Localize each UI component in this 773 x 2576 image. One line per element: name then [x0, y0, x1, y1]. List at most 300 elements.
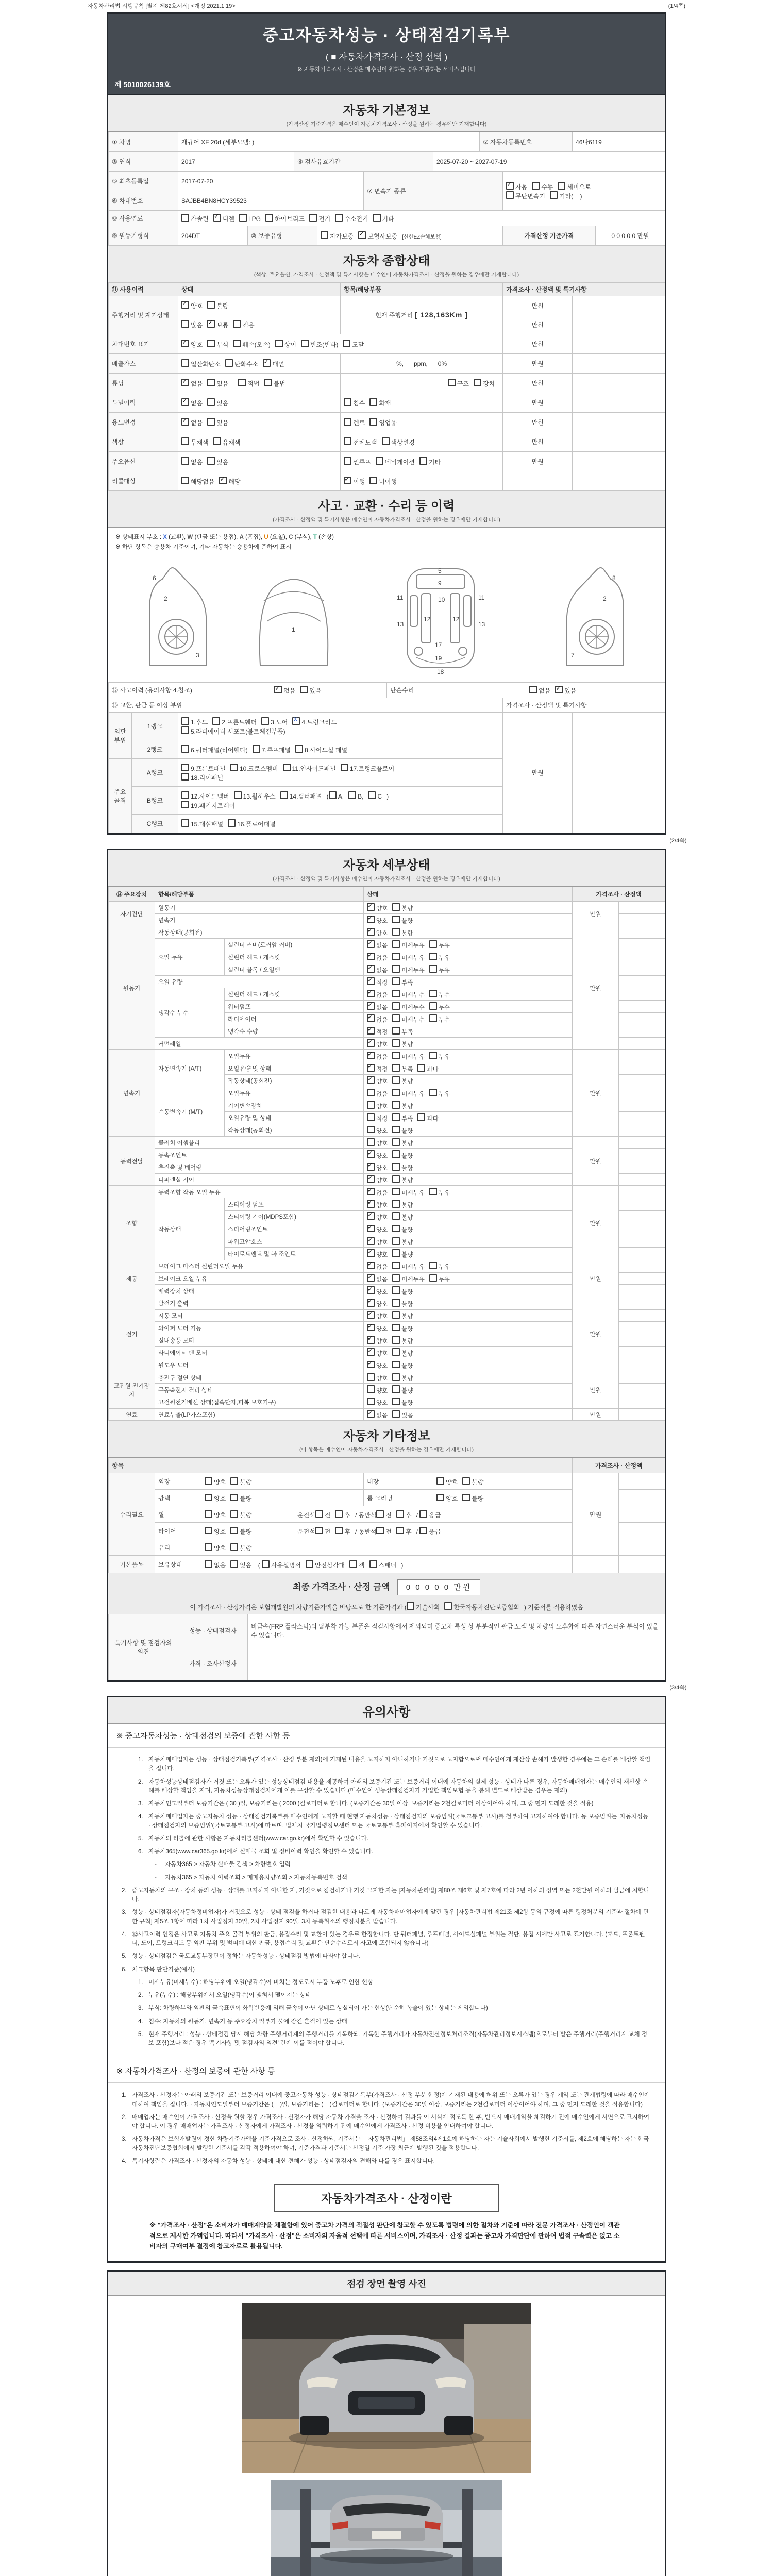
checkbox-option[interactable] [392, 1064, 413, 1073]
checkbox-option[interactable] [392, 1014, 424, 1024]
checkbox-icon[interactable] [368, 791, 376, 799]
checkbox-icon[interactable] [181, 764, 189, 771]
checkbox-option[interactable] [392, 1262, 424, 1271]
checkbox-icon[interactable] [321, 231, 328, 239]
checkbox-icon[interactable] [392, 1150, 400, 1158]
checkbox-icon[interactable] [225, 359, 233, 367]
checkbox-icon[interactable] [417, 1113, 425, 1121]
checkbox-icon[interactable] [181, 477, 189, 484]
checkbox-icon[interactable] [367, 977, 375, 985]
checkbox-option[interactable] [436, 1494, 458, 1503]
checkbox-option[interactable] [368, 791, 382, 800]
checkbox-icon[interactable] [213, 214, 221, 222]
checkbox-icon[interactable] [367, 1014, 375, 1022]
checkbox-option[interactable] [275, 340, 296, 349]
checkbox-option[interactable] [367, 1002, 388, 1011]
checkbox-icon[interactable] [367, 1373, 375, 1381]
checkbox-option[interactable] [367, 1064, 388, 1073]
checkbox-icon[interactable] [344, 457, 351, 465]
checkbox-option[interactable] [474, 379, 495, 388]
checkbox-icon[interactable] [392, 903, 400, 911]
checkbox-option[interactable] [392, 1188, 424, 1197]
checkbox-icon[interactable] [429, 1089, 437, 1096]
checkbox-icon[interactable] [429, 1274, 437, 1282]
checkbox-option[interactable] [233, 340, 270, 349]
checkbox-option[interactable] [301, 340, 338, 349]
checkbox-option[interactable] [205, 1527, 226, 1536]
checkbox-option[interactable] [230, 1543, 251, 1552]
checkbox-icon[interactable] [309, 214, 317, 222]
checkbox-option[interactable] [367, 965, 388, 974]
checkbox-icon[interactable] [367, 1237, 375, 1245]
checkbox-icon[interactable] [344, 398, 351, 406]
checkbox-option[interactable] [367, 928, 388, 937]
checkbox-option[interactable] [429, 1014, 450, 1024]
checkbox-icon[interactable] [392, 1126, 400, 1133]
checkbox-option[interactable] [367, 1398, 388, 1407]
checkbox-option[interactable] [396, 1527, 412, 1536]
checkbox-option[interactable] [392, 1002, 424, 1011]
checkbox-icon[interactable] [335, 1527, 343, 1534]
checkbox-option[interactable] [265, 214, 305, 223]
checkbox-icon[interactable] [429, 990, 437, 997]
checkbox-icon[interactable] [367, 1101, 375, 1109]
checkbox-icon[interactable] [181, 340, 189, 347]
checkbox-option[interactable] [367, 1150, 388, 1160]
checkbox-option[interactable] [376, 457, 415, 466]
checkbox-icon[interactable] [349, 1560, 357, 1568]
checkbox-icon[interactable] [205, 1527, 212, 1534]
checkbox-option[interactable] [315, 1510, 331, 1519]
checkbox-icon[interactable] [462, 1494, 470, 1501]
checkbox-icon[interactable] [181, 457, 189, 465]
checkbox-option[interactable] [392, 1052, 424, 1061]
checkbox-option[interactable] [205, 1560, 226, 1569]
checkbox-icon[interactable] [219, 477, 227, 484]
checkbox-option[interactable] [392, 1027, 413, 1036]
checkbox-icon[interactable] [429, 940, 437, 948]
checkbox-icon[interactable] [262, 1560, 270, 1568]
checkbox-icon[interactable] [396, 1527, 404, 1534]
checkbox-option[interactable] [367, 1113, 388, 1123]
checkbox-option[interactable] [392, 903, 413, 912]
checkbox-option[interactable] [253, 745, 291, 754]
checkbox-option[interactable] [429, 1002, 450, 1011]
checkbox-icon[interactable] [506, 191, 514, 199]
checkbox-icon[interactable] [392, 953, 400, 960]
checkbox-option[interactable] [181, 477, 214, 486]
checkbox-icon[interactable] [419, 1527, 427, 1534]
checkbox-icon[interactable] [283, 764, 291, 771]
checkbox-icon[interactable] [344, 477, 351, 484]
checkbox-option[interactable] [429, 1262, 450, 1271]
checkbox-icon[interactable] [392, 1274, 400, 1282]
checkbox-option[interactable] [367, 1076, 388, 1086]
checkbox-option[interactable] [369, 477, 397, 486]
checkbox-icon[interactable] [367, 1052, 375, 1059]
checkbox-option[interactable] [429, 1052, 450, 1061]
checkbox-icon[interactable] [392, 1138, 400, 1146]
checkbox-icon[interactable] [392, 1398, 400, 1405]
checkbox-option[interactable] [367, 1039, 388, 1048]
checkbox-option[interactable] [295, 745, 347, 754]
checkbox-option[interactable] [230, 1527, 251, 1536]
checkbox-icon[interactable] [367, 1361, 375, 1368]
checkbox-icon[interactable] [181, 773, 189, 781]
checkbox-option[interactable] [392, 1212, 413, 1222]
checkbox-icon[interactable] [392, 1361, 400, 1368]
checkbox-option[interactable] [392, 1163, 413, 1172]
checkbox-icon[interactable] [407, 1602, 414, 1610]
checkbox-icon[interactable] [367, 1336, 375, 1344]
checkbox-option[interactable] [230, 764, 278, 773]
checkbox-icon[interactable] [300, 686, 308, 693]
checkbox-icon[interactable] [344, 418, 351, 426]
checkbox-option[interactable] [419, 1527, 441, 1536]
checkbox-icon[interactable] [392, 1101, 400, 1109]
checkbox-icon[interactable] [367, 1113, 375, 1121]
checkbox-option[interactable] [367, 1138, 388, 1147]
checkbox-option[interactable] [373, 214, 394, 223]
checkbox-option[interactable] [335, 214, 368, 223]
checkbox-icon[interactable] [367, 1089, 375, 1096]
checkbox-option[interactable] [550, 191, 582, 200]
checkbox-icon[interactable] [207, 379, 215, 386]
checkbox-icon[interactable] [207, 340, 215, 347]
checkbox-option[interactable] [181, 717, 208, 726]
checkbox-option[interactable] [392, 1089, 424, 1098]
checkbox-option[interactable] [369, 398, 391, 408]
checkbox-option[interactable] [344, 398, 365, 408]
checkbox-option[interactable] [344, 477, 365, 486]
checkbox-icon[interactable] [239, 214, 247, 222]
checkbox-icon[interactable] [392, 1225, 400, 1232]
checkbox-option[interactable] [392, 1299, 413, 1308]
checkbox-option[interactable] [181, 791, 229, 801]
checkbox-option[interactable] [392, 1039, 413, 1048]
checkbox-icon[interactable] [205, 1560, 212, 1568]
checkbox-option[interactable] [462, 1477, 483, 1486]
checkbox-icon[interactable] [315, 1510, 323, 1518]
checkbox-option[interactable] [306, 1560, 345, 1569]
checkbox-icon[interactable] [205, 1494, 212, 1501]
checkbox-icon[interactable] [436, 1494, 444, 1501]
checkbox-option[interactable] [212, 717, 257, 726]
checkbox-option[interactable] [181, 726, 285, 736]
checkbox-icon[interactable] [367, 1002, 375, 1010]
checkbox-option[interactable] [448, 379, 469, 388]
checkbox-icon[interactable] [181, 320, 189, 328]
checkbox-icon[interactable] [367, 1200, 375, 1208]
checkbox-icon[interactable] [382, 437, 390, 445]
checkbox-icon[interactable] [253, 745, 260, 753]
checkbox-icon[interactable] [344, 437, 351, 445]
checkbox-icon[interactable] [348, 791, 356, 799]
checkbox-icon[interactable] [367, 990, 375, 997]
checkbox-icon[interactable] [228, 819, 236, 827]
checkbox-icon[interactable] [367, 1126, 375, 1133]
checkbox-option[interactable] [283, 764, 336, 773]
checkbox-icon[interactable] [367, 1175, 375, 1183]
checkbox-option[interactable] [392, 1138, 413, 1147]
checkbox-option[interactable] [429, 940, 450, 950]
checkbox-icon[interactable] [429, 1188, 437, 1195]
checkbox-option[interactable] [506, 191, 545, 200]
checkbox-icon[interactable] [369, 1560, 377, 1568]
checkbox-icon[interactable] [392, 1410, 400, 1418]
checkbox-icon[interactable] [335, 214, 343, 222]
checkbox-option[interactable] [274, 686, 295, 695]
checkbox-icon[interactable] [367, 1027, 375, 1035]
checkbox-option[interactable] [348, 791, 363, 800]
checkbox-icon[interactable] [335, 1510, 343, 1518]
checkbox-option[interactable] [392, 1311, 413, 1320]
checkbox-option[interactable] [207, 301, 228, 310]
checkbox-option[interactable] [392, 1385, 413, 1395]
checkbox-icon[interactable] [367, 965, 375, 973]
checkbox-icon[interactable] [429, 1052, 437, 1059]
checkbox-icon[interactable] [326, 791, 337, 800]
checkbox-option[interactable] [315, 1527, 331, 1536]
checkbox-option[interactable] [207, 320, 228, 329]
checkbox-option[interactable] [429, 1089, 450, 1098]
checkbox-icon[interactable] [261, 717, 269, 725]
checkbox-icon[interactable] [392, 1299, 400, 1307]
checkbox-icon[interactable] [373, 214, 381, 222]
checkbox-option[interactable] [181, 437, 209, 447]
checkbox-icon[interactable] [367, 1262, 375, 1269]
checkbox-icon[interactable] [181, 398, 189, 406]
checkbox-option[interactable] [392, 1361, 413, 1370]
checkbox-option[interactable] [367, 977, 388, 987]
checkbox-icon[interactable] [429, 1014, 437, 1022]
checkbox-option[interactable] [207, 340, 228, 349]
checkbox-option[interactable] [234, 791, 276, 801]
checkbox-icon[interactable] [301, 340, 309, 347]
checkbox-option[interactable] [238, 379, 259, 388]
checkbox-option[interactable] [181, 819, 223, 828]
checkbox-option[interactable] [392, 1348, 413, 1358]
checkbox-icon[interactable] [207, 418, 215, 426]
checkbox-icon[interactable] [392, 1324, 400, 1331]
checkbox-icon[interactable] [181, 437, 189, 445]
checkbox-option[interactable] [392, 1336, 413, 1345]
checkbox-icon[interactable] [462, 1477, 470, 1485]
checkbox-icon[interactable] [306, 1560, 313, 1568]
checkbox-option[interactable] [264, 379, 285, 388]
checkbox-icon[interactable] [417, 1064, 425, 1072]
checkbox-option[interactable] [392, 1286, 413, 1296]
checkbox-icon[interactable] [396, 1510, 404, 1518]
checkbox-option[interactable] [343, 340, 364, 349]
checkbox-option[interactable] [392, 1324, 413, 1333]
checkbox-option[interactable] [367, 1410, 388, 1419]
checkbox-option[interactable] [367, 1286, 388, 1296]
checkbox-option[interactable] [367, 990, 388, 999]
checkbox-option[interactable] [392, 1126, 413, 1135]
checkbox-icon[interactable] [367, 903, 375, 911]
checkbox-option[interactable] [335, 1510, 350, 1519]
checkbox-option[interactable] [341, 764, 394, 773]
checkbox-option[interactable] [207, 379, 228, 388]
checkbox-option[interactable] [392, 965, 424, 974]
checkbox-option[interactable] [367, 1089, 388, 1098]
checkbox-icon[interactable] [392, 1348, 400, 1356]
checkbox-option[interactable] [181, 359, 221, 368]
checkbox-option[interactable] [392, 953, 424, 962]
checkbox-option[interactable] [181, 801, 235, 810]
checkbox-icon[interactable] [532, 182, 540, 190]
checkbox-icon[interactable] [392, 1002, 400, 1010]
checkbox-option[interactable] [392, 1225, 413, 1234]
checkbox-icon[interactable] [367, 940, 375, 948]
checkbox-icon[interactable] [429, 965, 437, 973]
checkbox-option[interactable] [367, 1249, 388, 1259]
checkbox-icon[interactable] [367, 1249, 375, 1257]
checkbox-icon[interactable] [392, 1311, 400, 1319]
checkbox-option[interactable] [392, 1113, 413, 1123]
checkbox-icon[interactable] [367, 1188, 375, 1195]
checkbox-option[interactable] [555, 686, 576, 695]
checkbox-icon[interactable] [392, 940, 400, 948]
checkbox-option[interactable] [262, 1560, 301, 1569]
checkbox-option[interactable] [230, 1494, 251, 1503]
checkbox-option[interactable] [181, 301, 203, 310]
checkbox-option[interactable] [261, 717, 288, 726]
checkbox-option[interactable] [417, 1113, 438, 1123]
checkbox-option[interactable] [205, 1477, 226, 1486]
checkbox-icon[interactable] [429, 953, 437, 960]
checkbox-icon[interactable] [392, 1014, 400, 1022]
checkbox-option[interactable] [367, 1373, 388, 1382]
checkbox-option[interactable] [392, 916, 413, 925]
checkbox-option[interactable] [367, 1027, 388, 1036]
checkbox-option[interactable] [367, 1299, 388, 1308]
checkbox-icon[interactable] [207, 457, 215, 465]
checkbox-icon[interactable] [367, 1150, 375, 1158]
checkbox-icon[interactable] [392, 1188, 400, 1195]
checkbox-option[interactable] [239, 214, 261, 223]
checkbox-icon[interactable] [392, 1200, 400, 1208]
checkbox-option[interactable] [392, 1101, 413, 1110]
checkbox-icon[interactable] [230, 1494, 238, 1501]
checkbox-icon[interactable] [474, 379, 481, 386]
checkbox-option[interactable] [207, 398, 228, 408]
checkbox-option[interactable] [367, 1237, 388, 1246]
checkbox-icon[interactable] [376, 1527, 384, 1534]
checkbox-option[interactable] [376, 1510, 392, 1519]
checkbox-option[interactable] [181, 379, 203, 388]
checkbox-icon[interactable] [392, 965, 400, 973]
checkbox-option[interactable] [233, 320, 254, 329]
checkbox-option[interactable] [392, 940, 424, 950]
checkbox-icon[interactable] [392, 1039, 400, 1047]
checkbox-icon[interactable] [392, 1064, 400, 1072]
checkbox-option[interactable] [367, 1336, 388, 1345]
checkbox-option[interactable] [213, 214, 234, 223]
checkbox-option[interactable] [532, 182, 553, 191]
checkbox-icon[interactable] [369, 418, 377, 426]
checkbox-option[interactable] [367, 1126, 388, 1135]
checkbox-icon[interactable] [436, 1477, 444, 1485]
checkbox-option[interactable] [376, 1527, 392, 1536]
checkbox-icon[interactable] [369, 398, 377, 406]
checkbox-option[interactable] [344, 437, 377, 447]
checkbox-icon[interactable] [341, 764, 348, 771]
checkbox-icon[interactable] [448, 379, 456, 386]
checkbox-option[interactable] [444, 1602, 519, 1612]
checkbox-icon[interactable] [392, 916, 400, 923]
checkbox-icon[interactable] [275, 340, 283, 347]
checkbox-icon[interactable] [181, 301, 189, 309]
checkbox-icon[interactable] [207, 320, 215, 328]
checkbox-option[interactable] [335, 1527, 350, 1536]
checkbox-option[interactable] [205, 1494, 226, 1503]
checkbox-option[interactable] [367, 1361, 388, 1370]
checkbox-icon[interactable] [263, 359, 271, 367]
checkbox-option[interactable] [392, 990, 424, 999]
checkbox-icon[interactable] [181, 745, 189, 753]
checkbox-option[interactable] [207, 457, 228, 466]
checkbox-option[interactable] [263, 359, 284, 368]
checkbox-option[interactable] [506, 182, 527, 191]
checkbox-icon[interactable] [181, 418, 189, 426]
checkbox-option[interactable] [230, 1510, 251, 1519]
checkbox-icon[interactable] [392, 1385, 400, 1393]
checkbox-option[interactable] [292, 717, 337, 726]
checkbox-icon[interactable] [367, 1212, 375, 1220]
checkbox-icon[interactable] [367, 1163, 375, 1171]
checkbox-option[interactable] [417, 1064, 438, 1073]
checkbox-icon[interactable] [238, 379, 246, 386]
checkbox-icon[interactable] [213, 437, 221, 445]
checkbox-option[interactable] [358, 231, 397, 241]
checkbox-option[interactable] [344, 418, 365, 427]
checkbox-option[interactable] [207, 418, 228, 427]
checkbox-icon[interactable] [234, 791, 242, 799]
checkbox-icon[interactable] [205, 1543, 212, 1551]
checkbox-icon[interactable] [207, 398, 215, 406]
checkbox-icon[interactable] [181, 717, 189, 725]
checkbox-option[interactable] [230, 1560, 251, 1569]
checkbox-icon[interactable] [392, 1212, 400, 1220]
checkbox-option[interactable] [367, 916, 388, 925]
checkbox-icon[interactable] [392, 1373, 400, 1381]
checkbox-option[interactable] [367, 1014, 388, 1024]
checkbox-option[interactable] [367, 1324, 388, 1333]
checkbox-option[interactable] [369, 418, 397, 427]
checkbox-icon[interactable] [274, 686, 282, 693]
checkbox-option[interactable] [396, 1510, 412, 1519]
checkbox-icon[interactable] [230, 1543, 238, 1551]
checkbox-icon[interactable] [367, 916, 375, 923]
checkbox-icon[interactable] [181, 726, 189, 734]
checkbox-option[interactable] [429, 965, 450, 974]
checkbox-icon[interactable] [392, 990, 400, 997]
checkbox-icon[interactable] [367, 1274, 375, 1282]
checkbox-option[interactable] [436, 1477, 458, 1486]
checkbox-option[interactable] [181, 773, 223, 782]
checkbox-option[interactable] [367, 1385, 388, 1395]
checkbox-option[interactable] [429, 1274, 450, 1283]
checkbox-icon[interactable] [367, 1286, 375, 1294]
checkbox-icon[interactable] [315, 1527, 323, 1534]
checkbox-icon[interactable] [358, 231, 366, 239]
checkbox-option[interactable] [429, 953, 450, 962]
checkbox-option[interactable] [349, 1560, 365, 1569]
checkbox-option[interactable] [344, 457, 371, 466]
checkbox-option[interactable] [181, 340, 203, 349]
